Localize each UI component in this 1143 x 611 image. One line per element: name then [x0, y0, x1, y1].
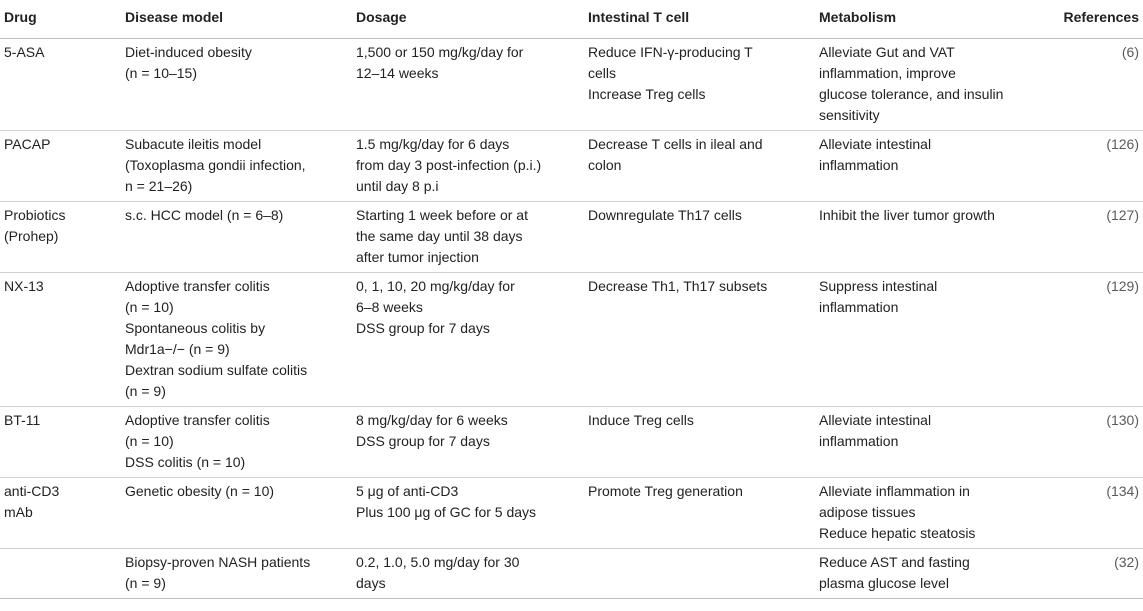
cell-intestinal-t-cell	[584, 131, 815, 202]
cell-metabolism-line: Alleviate intestinal	[819, 136, 932, 152]
cell-dosage-line: DSS group for 7 days	[356, 320, 490, 336]
cell-metabolism	[815, 478, 1042, 549]
cell-disease-model-line: Spontaneous colitis by	[125, 320, 266, 336]
header-intestinal-t-cell: Intestinal T cell	[584, 0, 815, 39]
cell-disease-model-line: n = 21–26)	[125, 178, 193, 194]
cell-dosage	[352, 273, 584, 407]
table-row	[0, 478, 1143, 549]
table-row	[0, 202, 1143, 273]
cell-disease-model-line: DSS colitis (n = 10)	[125, 454, 246, 470]
cell-dosage-line: 0.2, 1.0, 5.0 mg/day for 30	[356, 554, 520, 570]
cell-dosage-line: until day 8 p.i	[356, 178, 439, 194]
cell-intestinal-t-cell-line: Promote Treg generation	[588, 483, 743, 499]
header-metabolism: Metabolism	[815, 0, 1042, 39]
cell-metabolism-line: Reduce AST and fasting	[819, 554, 970, 570]
cell-metabolism-line: Alleviate Gut and VAT	[819, 44, 955, 60]
cell-intestinal-t-cell	[584, 478, 815, 549]
table-row	[0, 549, 1143, 599]
cell-intestinal-t-cell-line: Decrease T cells in ileal and	[588, 136, 763, 152]
reference-link[interactable]: (134)	[1042, 478, 1143, 549]
cell-metabolism-line: Inhibit the liver tumor growth	[819, 207, 995, 223]
cell-drug	[0, 131, 121, 202]
reference-link[interactable]: (126)	[1042, 131, 1143, 202]
cell-disease-model-line: (Toxoplasma gondii infection,	[125, 157, 306, 173]
cell-dosage-line: 8 mg/kg/day for 6 weeks	[356, 412, 508, 428]
cell-dosage	[352, 407, 584, 478]
cell-intestinal-t-cell	[584, 202, 815, 273]
cell-metabolism-line: inflammation	[819, 157, 899, 173]
cell-disease-model-line: (n = 9)	[125, 383, 166, 399]
header-drug: Drug	[0, 0, 121, 39]
cell-disease-model-line: (n = 10)	[125, 433, 174, 449]
reference-link[interactable]: (32)	[1042, 549, 1143, 599]
cell-disease-model-line: (n = 9)	[125, 575, 166, 591]
cell-dosage-line: 1.5 mg/kg/day for 6 days	[356, 136, 510, 152]
cell-disease-model-line: (n = 10–15)	[125, 65, 197, 81]
cell-dosage	[352, 202, 584, 273]
reference-link[interactable]: (127)	[1042, 202, 1143, 273]
cell-drug-line: BT-11	[4, 412, 41, 428]
cell-metabolism-line: Reduce hepatic steatosis	[819, 525, 976, 541]
cell-dosage-line: 5 μg of anti-CD3	[356, 483, 459, 499]
cell-metabolism-line: inflammation	[819, 433, 899, 449]
reference-link[interactable]: (6)	[1042, 39, 1143, 131]
cell-drug	[0, 39, 121, 131]
cell-intestinal-t-cell-line: cells	[588, 65, 617, 81]
cell-disease-model-line: s.c. HCC model (n = 6–8)	[125, 207, 284, 223]
cell-dosage-line: Plus 100 μg of GC for 5 days	[356, 504, 537, 520]
cell-drug-line: 5-ASA	[4, 44, 45, 60]
cell-drug	[0, 549, 121, 599]
cell-disease-model-line: (n = 10)	[125, 299, 174, 315]
cell-drug	[0, 273, 121, 407]
cell-metabolism	[815, 131, 1042, 202]
cell-intestinal-t-cell-line: Decrease Th1, Th17 subsets	[588, 278, 768, 294]
cell-metabolism-line: plasma glucose level	[819, 575, 949, 591]
table-row	[0, 39, 1143, 131]
cell-drug-line: PACAP	[4, 136, 51, 152]
cell-metabolism-line: Alleviate inflammation in	[819, 483, 970, 499]
reference-link[interactable]: (130)	[1042, 407, 1143, 478]
cell-disease-model-line: Biopsy-proven NASH patients	[125, 554, 311, 570]
cell-disease-model	[121, 131, 352, 202]
cell-metabolism-line: glucose tolerance, and insulin	[819, 86, 1004, 102]
cell-dosage-line: 0, 1, 10, 20 mg/kg/day for	[356, 278, 515, 294]
cell-dosage	[352, 478, 584, 549]
cell-dosage	[352, 131, 584, 202]
cell-drug-line: Probiotics	[4, 207, 66, 223]
cell-metabolism	[815, 273, 1042, 407]
cell-dosage	[352, 549, 584, 599]
cell-dosage-line: days	[356, 575, 386, 591]
cell-metabolism-line: Alleviate intestinal	[819, 412, 932, 428]
cell-dosage-line: from day 3 post-infection (p.i.)	[356, 157, 542, 173]
table-row	[0, 131, 1143, 202]
cell-metabolism	[815, 549, 1042, 599]
cell-drug-line: NX-13	[4, 278, 44, 294]
cell-dosage-line: 6–8 weeks	[356, 299, 423, 315]
header-row	[0, 0, 1143, 39]
cell-intestinal-t-cell-line: Downregulate Th17 cells	[588, 207, 742, 223]
cell-metabolism	[815, 202, 1042, 273]
cell-disease-model	[121, 407, 352, 478]
cell-drug-line: (Prohep)	[4, 228, 59, 244]
cell-intestinal-t-cell-line: Reduce IFN-γ-producing T	[588, 44, 753, 60]
cell-disease-model	[121, 549, 352, 599]
header-disease-model: Disease model	[121, 0, 352, 39]
reference-link[interactable]: (129)	[1042, 273, 1143, 407]
cell-metabolism-line: inflammation	[819, 299, 899, 315]
cell-disease-model	[121, 202, 352, 273]
cell-intestinal-t-cell-line: colon	[588, 157, 622, 173]
cell-disease-model-line: Adoptive transfer colitis	[125, 412, 270, 428]
cell-metabolism-line: inflammation, improve	[819, 65, 956, 81]
cell-disease-model-line: Dextran sodium sulfate colitis	[125, 362, 308, 378]
cell-intestinal-t-cell	[584, 273, 815, 407]
cell-dosage-line: DSS group for 7 days	[356, 433, 490, 449]
cell-drug	[0, 478, 121, 549]
cell-disease-model	[121, 478, 352, 549]
cell-disease-model-line: Diet-induced obesity	[125, 44, 252, 60]
cell-disease-model-line: Adoptive transfer colitis	[125, 278, 270, 294]
cell-intestinal-t-cell	[584, 407, 815, 478]
cell-metabolism	[815, 407, 1042, 478]
cell-intestinal-t-cell-line: Increase Treg cells	[588, 86, 706, 102]
header-references: References	[1042, 0, 1143, 39]
cell-disease-model	[121, 39, 352, 131]
table-row	[0, 273, 1143, 407]
cell-disease-model-line: Genetic obesity (n = 10)	[125, 483, 275, 499]
cell-intestinal-t-cell	[584, 549, 815, 599]
cell-metabolism-line: sensitivity	[819, 107, 880, 123]
cell-metabolism-line: Suppress intestinal	[819, 278, 938, 294]
cell-metabolism-line: adipose tissues	[819, 504, 916, 520]
header-dosage: Dosage	[352, 0, 584, 39]
cell-drug	[0, 407, 121, 478]
cell-disease-model-line: Mdr1a−/− (n = 9)	[125, 341, 230, 357]
cell-intestinal-t-cell	[584, 39, 815, 131]
cell-drug	[0, 202, 121, 273]
cell-metabolism	[815, 39, 1042, 131]
cell-dosage-line: 12–14 weeks	[356, 65, 439, 81]
cell-drug-line: mAb	[4, 504, 33, 520]
cell-dosage-line: after tumor injection	[356, 249, 479, 265]
cell-dosage-line: the same day until 38 days	[356, 228, 523, 244]
cell-disease-model-line: Subacute ileitis model	[125, 136, 262, 152]
cell-drug-line: anti-CD3	[4, 483, 60, 499]
cell-dosage-line: 1,500 or 150 mg/kg/day for	[356, 44, 524, 60]
cell-dosage	[352, 39, 584, 131]
cell-dosage-line: Starting 1 week before or at	[356, 207, 528, 223]
cell-intestinal-t-cell-line: Induce Treg cells	[588, 412, 694, 428]
table-body	[0, 39, 1143, 599]
cell-disease-model	[121, 273, 352, 407]
table-row	[0, 407, 1143, 478]
